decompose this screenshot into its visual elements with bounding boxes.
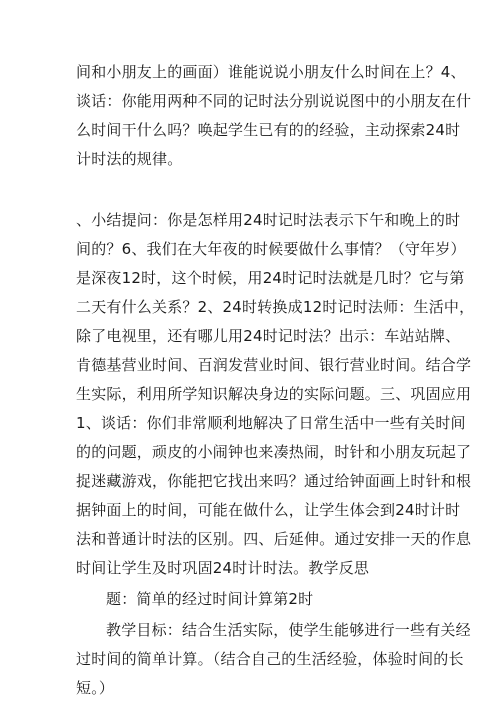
text-line: 间的？6、我们在大年夜的时候要做什么事情？（守年岁） xyxy=(76,240,466,259)
text-line: 间和小朋友上的画面）谁能说说小朋友什么时间在上？4、 xyxy=(76,63,466,81)
text-line: 的的问题，顽皮的小闹钟也来凑热闹，时针和小朋友玩起了 xyxy=(76,442,472,461)
text-line: 、小结提问：你是怎样用24时记时法表示下午和晚上的时 xyxy=(76,211,461,230)
text-line: 肯德基营业时间、百润发营业时间、银行营业时间。结合学 xyxy=(76,356,472,375)
text-line: 谈话：你能用两种不同的记时法分别说说图中的小朋友在什 xyxy=(76,91,472,110)
text-line: 过时间的简单计算。（结合自己的生活经验，体验时间的长 xyxy=(76,650,464,669)
text-line: 生实际，利用所学知识解决身边的实际问题。三、巩固应用 xyxy=(76,385,472,403)
text-line: 么时间干什么吗？唤起学生已有的的经验，主动探索24时 xyxy=(76,120,461,139)
text-line: 二天有什么关系？2、24时转换成12时记时法师：生活中， xyxy=(76,298,475,317)
text-line: 短。） xyxy=(76,679,115,697)
text-line: 计时法的规律。 xyxy=(76,149,183,168)
text-line: 1、谈话：你们非常顺利地解决了日常生活中一些有关时间 xyxy=(76,413,466,432)
text-line: 据钟面上的时间，可能在做什么，让学生体会到24时计时 xyxy=(76,500,461,519)
text-line: 除了电视里，还有哪儿用24时记时法？出示：车站站牌、 xyxy=(76,327,461,346)
section-title: 题：简单的经过时间计算第2时 xyxy=(106,590,314,609)
text-line: 时间让学生及时巩固24时计时法。教学反思 xyxy=(76,558,370,577)
text-line: 法和普通计时法的区别。四、后延伸。通过安排一天的作息 xyxy=(76,529,472,548)
text-line: 是深夜12时，这个时候，用24时记时法就是几时？它与第 xyxy=(76,269,465,288)
text-line: 教学目标：结合生活实际，使学生能够进行一些有关经 xyxy=(106,621,471,640)
text-line: 捉迷藏游戏，你能把它找出来吗？通过给钟面画上时针和根 xyxy=(76,471,472,490)
